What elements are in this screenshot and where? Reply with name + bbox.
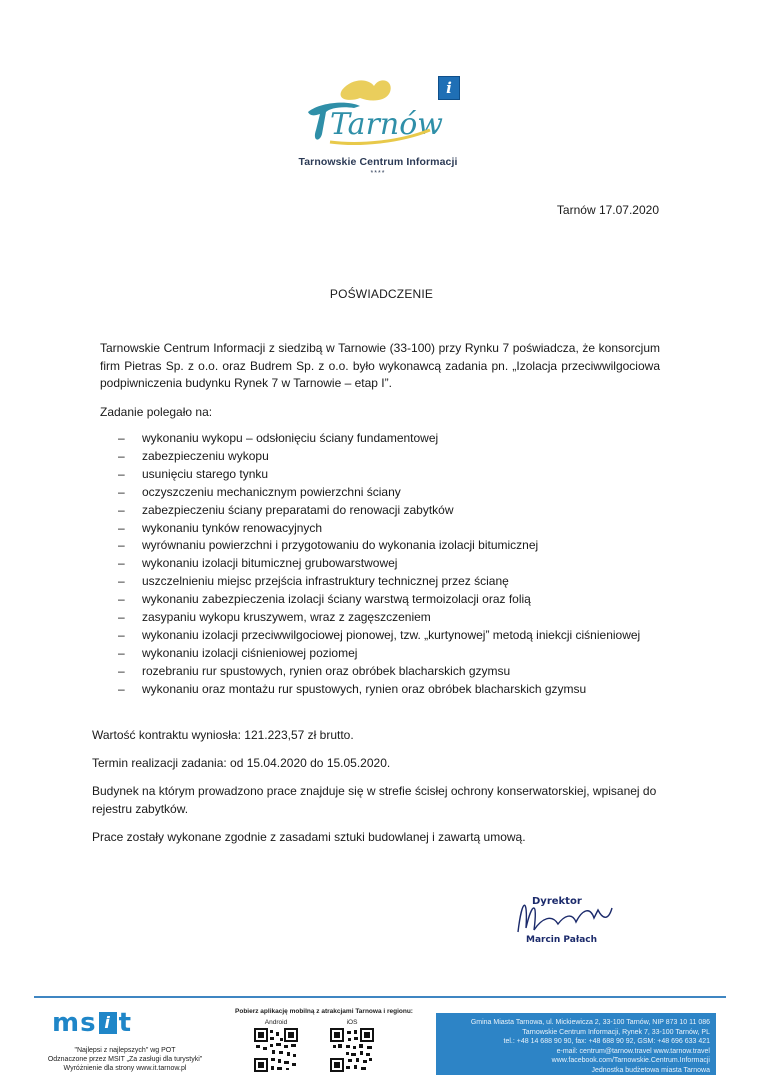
contract-value: Wartość kontraktu wyniosła: 121.223,57 zł brutto.	[92, 728, 354, 742]
footer-divider	[34, 996, 726, 998]
msit-logo: ms i t	[52, 1008, 133, 1038]
list-item: – wykonaniu wykopu – odsłonięciu ściany fundamentowej	[118, 430, 658, 448]
tasks-lead: Zadanie polegało na:	[100, 405, 213, 419]
signature-title: Dyrektor	[532, 896, 582, 907]
signature	[512, 888, 642, 948]
list-dash: –	[118, 663, 125, 678]
intro-paragraph: Tarnowskie Centrum Informacji z siedzibą w Tarnowie (33-100) przy Rynku 7 poświadcza, że konsorcjum firm Pietras Sp. z o.o. oraz Budrem Sp. z o.o. było wykonawcą zadania pn. „Izolacja przeciwwilgociowa podpiwniczenia budynku Rynek 7 w Tarnowie – etap I”.	[100, 341, 660, 390]
realization-term: Termin realizacji zadania: od 15.04.2020 do 15.05.2020.	[92, 756, 391, 770]
android-qr-code[interactable]	[254, 1028, 298, 1072]
contact-block: Gmina Miasta Tarnowa, ul. Mickiewicza 2, 33-100 Tarnów, NIP 873 10 11 086 Tarnowskie Centrum Informacji, Rynek 7, 33-100 Tarnów, PL tel.: +48 14 688 90 90, fax: +48 688 90 92, GSM: +48 696 633 421 e-mail: centrum@tarnow.travel www.tarnow.travel www.facebook.com/Tarnowskie.Centrum.Informacji Jednostka budżetowa miasta Tarnowa	[436, 1013, 716, 1075]
list-dash: –	[118, 502, 125, 517]
document-date: Tarnów 17.07.2020	[556, 203, 659, 217]
ios-label: iOS	[346, 1019, 358, 1026]
list-dash: –	[118, 645, 125, 660]
list-item: – zasypaniu wykopu kruszywem, wraz z zagęszczeniem	[118, 609, 658, 627]
logo-wordmark: Tarnów	[330, 107, 443, 142]
list-dash: –	[118, 431, 125, 445]
list-item: – wykonaniu izolacji przeciwwilgociowej pionowej, tzw. „kurtynowej” metodą iniekcji ciśnieniowej	[118, 627, 658, 645]
list-dash: –	[118, 448, 125, 463]
list-dash: –	[118, 538, 125, 553]
logo-caption: Tarnowskie Centrum Informacji	[298, 156, 458, 168]
list-dash: –	[118, 610, 125, 625]
mobile-app-promo	[226, 1008, 422, 1078]
list-item: – rozebraniu rur spustowych, rynien oraz obróbek blacharskich gzymsu	[118, 663, 658, 681]
signature-graphic	[512, 888, 642, 948]
logo-stars: ****	[370, 170, 386, 177]
list-dash: –	[118, 681, 125, 696]
works-statement: Prace zostały wykonane zgodnie z zasadami sztuki budowlanej i zawartą umową.	[92, 830, 526, 844]
tarnow-logo	[290, 72, 470, 182]
document-title: POŚWIADCZENIE	[329, 287, 434, 301]
info-icon: i	[438, 76, 460, 100]
msit-text: "Najlepsi z najlepszych" wg POT Odznaczone przez MSIT „Za zasługi dla turystyki” Wyróżnienie dla strony www.it.tarnow.pl	[47, 1047, 203, 1072]
list-dash: –	[118, 484, 125, 499]
list-item: – oczyszczeniu mechanicznym powierzchni ściany	[118, 484, 658, 502]
list-item: – wyrównaniu powierzchni i przygotowaniu do wykonania izolacji bitumicznej	[118, 537, 658, 555]
list-item: – wykonaniu tynków renowacyjnych	[118, 520, 658, 538]
list-dash: –	[118, 592, 125, 607]
list-item: – zabezpieczeniu ściany preparatami do renowacji zabytków	[118, 502, 658, 520]
task-list	[118, 430, 658, 699]
list-item: – usunięciu starego tynku	[118, 466, 658, 484]
list-item: – zabezpieczeniu wykopu	[118, 448, 658, 466]
list-item: – uszczelnieniu miejsc przejścia infrastruktury technicznej przez ścianę	[118, 573, 658, 591]
ios-qr-code[interactable]	[330, 1028, 374, 1072]
list-item: – wykonaniu zabezpieczenia izolacji ściany warstwą termoizolacji oraz folią	[118, 591, 658, 609]
list-dash: –	[118, 556, 125, 571]
list-dash: –	[118, 520, 125, 535]
list-dash: –	[118, 574, 125, 589]
list-dash: –	[118, 627, 125, 642]
msit-award	[40, 1008, 210, 1078]
signature-name: Marcin Pałach	[526, 935, 598, 945]
list-item: – wykonaniu oraz montażu rur spustowych, rynien oraz obróbek blacharskich gzymsu	[118, 681, 658, 699]
list-item: – wykonaniu izolacji bitumicznej grubowarstwowej	[118, 555, 658, 573]
list-item: – wykonaniu izolacji ciśnieniowej poziomej	[118, 645, 658, 663]
app-promo-title: Pobierz aplikację mobilną z atrakcjami Tarnowa i regionu:	[235, 1008, 413, 1015]
android-label: Android	[264, 1019, 288, 1026]
building-note: Budynek na którym prowadzono prace znajduje się w strefie ścisłej ochrony konserwatorskiej, wpisanej do rejestru zabytków.	[92, 784, 657, 816]
msit-info-icon: i	[99, 1012, 117, 1034]
list-dash: –	[118, 466, 125, 481]
